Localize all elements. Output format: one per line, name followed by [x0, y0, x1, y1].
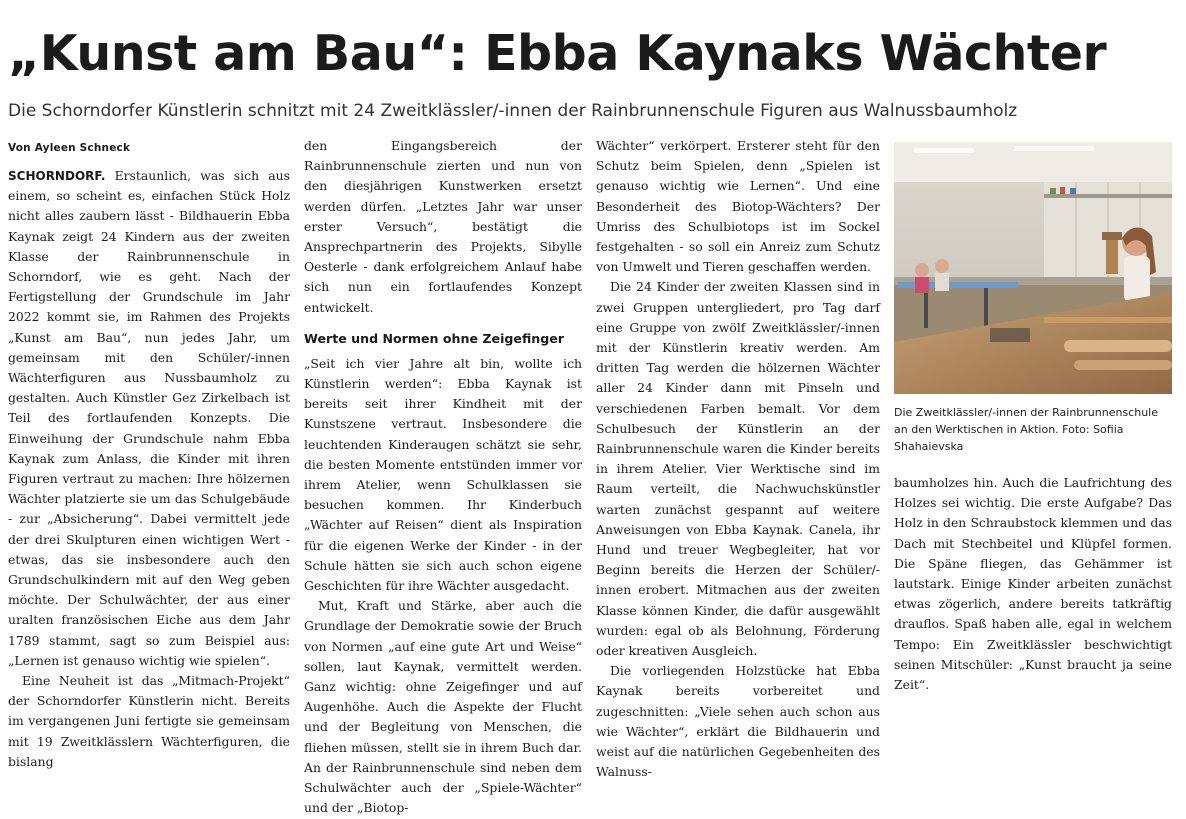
paragraph-2-end: den Eingangsbereich der Rainbrunnenschule zierten und nun von den diesjährigen Kunstwerken ersetzt werden dürfen. „Letztes Jahr war unser erster Versuch“, bestätigt die Ansprechpartnerin des Projekts, Sibylle Oesterle - dank erfolgreichem Anlauf habe sich nun ein fortlaufendes Konzept entwickelt. — [304, 138, 582, 315]
paragraph-3: „Seit ich vier Jahre alt bin, wollte ich Künstlerin werden“: Ebba Kaynak ist bereits seit ihrer Kindheit mit der Kunstszene vertraut. Insbesondere die leuchtenden Kinderaugen schätzt sie sehr, die besten Momente entstünden immer vor ihrem Atelier, wenn Schulklassen sie besuchen kommen. Ihr Kinderbuch „Wächter auf Reisen“ dient als Inspiration für die eigenen Werke der Kinder - in der Schule hätten sie sich auch schon eigene Geschichten für ihre Wächter ausgedacht. — [304, 355, 582, 594]
paragraph-4-end: Wächter“ verkörpert. Ersterer steht für den Schutz beim Spielen, denn „Spielen ist genauso wichtig wie Lernen“. Und eine Besonderheit des Biotop-Wächters? Der Umriss des Schulbiotops ist im Sockel festgehalten - so soll ein Anreiz zum Schutz von Umwelt und Tieren geschaffen werden. — [596, 138, 880, 275]
section-subtitle: Werte und Normen ohne Zeigefinger — [304, 330, 565, 346]
paragraph-6-end: baumholzes hin. Auch die Laufrichtung des Holzes sei wichtig. Die erste Aufgabe? Das Holz in den Schraubstock klemmen und das Dach mit Stechbeitel und Klüpfel formen. Die Späne fliegen, das Gehämmer ist lautstark. Einige Kinder arbeiten zunächst etwas zögerlich, andere bereits tatkräftig drauflos. Spaß haben alle, egal in welchem Tempo: Ein Zweitklässler beschwichtigt seinen Mitschüler: „Kunst braucht ja seine Zeit“. — [894, 475, 1172, 693]
column-3 — [596, 136, 880, 780]
column-2 — [304, 136, 582, 816]
workshop-photo-illustration — [894, 142, 1172, 394]
photo-caption: Die Zweitklässler/-innen der Rainbrunnenschule an den Werktischen in Aktion. Foto: Sofiia Shahaievska — [894, 406, 1158, 453]
byline: Von Ayleen Schneck — [8, 142, 131, 154]
subheadline: Die Schorndorfer Künstlerin schnitzt mit 24 Zweitklässler/-innen der Rainbrunnenschule Figuren aus Walnussbaumholz — [8, 101, 1018, 121]
lead-paragraph — [8, 166, 290, 671]
paragraph-5: Die 24 Kinder der zweiten Klassen sind in zwei Gruppen untergliedert, pro Tag darf eine Gruppe von zwölf Zweitklässler/-innen mit der Künstlerin kreativ werden. Am dritten Tag werden die hölzernen Wächter aller 24 Kinder dann mit Pinseln und verschiedenen Farben bemalt. Vor dem Schulbesuch der Künstlerin an der Rainbrunnenschule waren die Kinder bereits in ihrem Atelier. Vier Werktische sind im Raum verteilt, die Nachwuchskünstler warten zunächst gespannt auf weitere Anweisungen von Ebba Kaynak. Canela, ihr Hund und treuer Wegbegleiter, hat vor Beginn bereits die Herzen der Schüler/-innen erobert. Mitmachen aus der zweiten Klasse können Kinder, die dafür ausgewählt wurden: egal ob als Belohnung, Förderung oder kreativen Ausgleich. — [596, 279, 880, 659]
headline: „Kunst am Bau“: Ebba Kaynaks Wächter — [8, 25, 1107, 82]
column-4 — [894, 473, 1172, 693]
dateline: SCHORNDORF. — [8, 169, 106, 183]
column-1 — [8, 136, 290, 769]
paragraph-6-start: Die vorliegenden Holzstücke hat Ebba Kaynak bereits vorbereitet und zugeschnitten: „Viele sehen auch schon aus wie Wächter“, erklärt die Bildhauerin und weist auf die natürlichen Gegebenheiten des Walnuss- — [596, 663, 880, 780]
paragraph-2-start: Eine Neuheit ist das „Mitmach-Projekt“ der Schorndorfer Künstlerin nicht. Bereits im vergangenen Juni fertigte sie gemeinsam mit 19 Zweitklässlern Wächterfiguren, die bislang — [8, 673, 290, 769]
article-photo — [894, 142, 1172, 394]
lead-text: Erstaunlich, was sich aus einem, so scheint es, einfachen Stück Holz nicht alles zaubern lässt - Bildhauerin Ebba Kaynak zeigt 24 Kindern aus der zweiten Klasse der Rainbrunnenschule in Schorndorf, wie es geht. Nach der Fertigstellung der Grundschule im Jahr 2022 kommt sie, im Rahmen des Projekts „Kunst am Bau“, nun jedes Jahr, um gemeinsam mit den Schüler/-innen Wächterfiguren aus Nussbaumholz zu gestalten. Auch Künstler Gez Zirkelbach ist Teil des fortlaufenden Konzepts. Die Einweihung der Grundschule nahm Ebba Kaynak zum Anlass, die Kinder mit ihren Figuren vertraut zu machen: Ihre hölzernen Wächter platzierte sie um das Schulgebäude - zur „Absicherung“. Dabei vermittelt jede der drei Skulpturen einen wichtigen Wert - etwas, das sie insbesondere auch den Grundschulkindern mit auf den Weg geben möchte. Der Schulwächter, der aus einer uralten französischen Eiche aus dem Jahr 1789 stammt, sagt so zum Beispiel aus: „Lernen ist genauso wichtig wie spielen“. — [8, 168, 290, 668]
paragraph-4-start: Mut, Kraft und Stärke, aber auch die Grundlage der Demokratie sowie der Bruch von Normen „auf eine gute Art und Weise“ sollen, laut Kaynak, vermittelt werden. Ganz wichtig: ohne Zeigefinger und auf Augenhöhe. Auch die Aspekte der Flucht und der Begleitung von Menschen, die fliehen müssen, stellt sie in ihrem Buch dar. An der Rainbrunnenschule sind neben dem Schulwächter auch der „Spiele-Wächter“ und der „Biotop- — [304, 598, 582, 816]
